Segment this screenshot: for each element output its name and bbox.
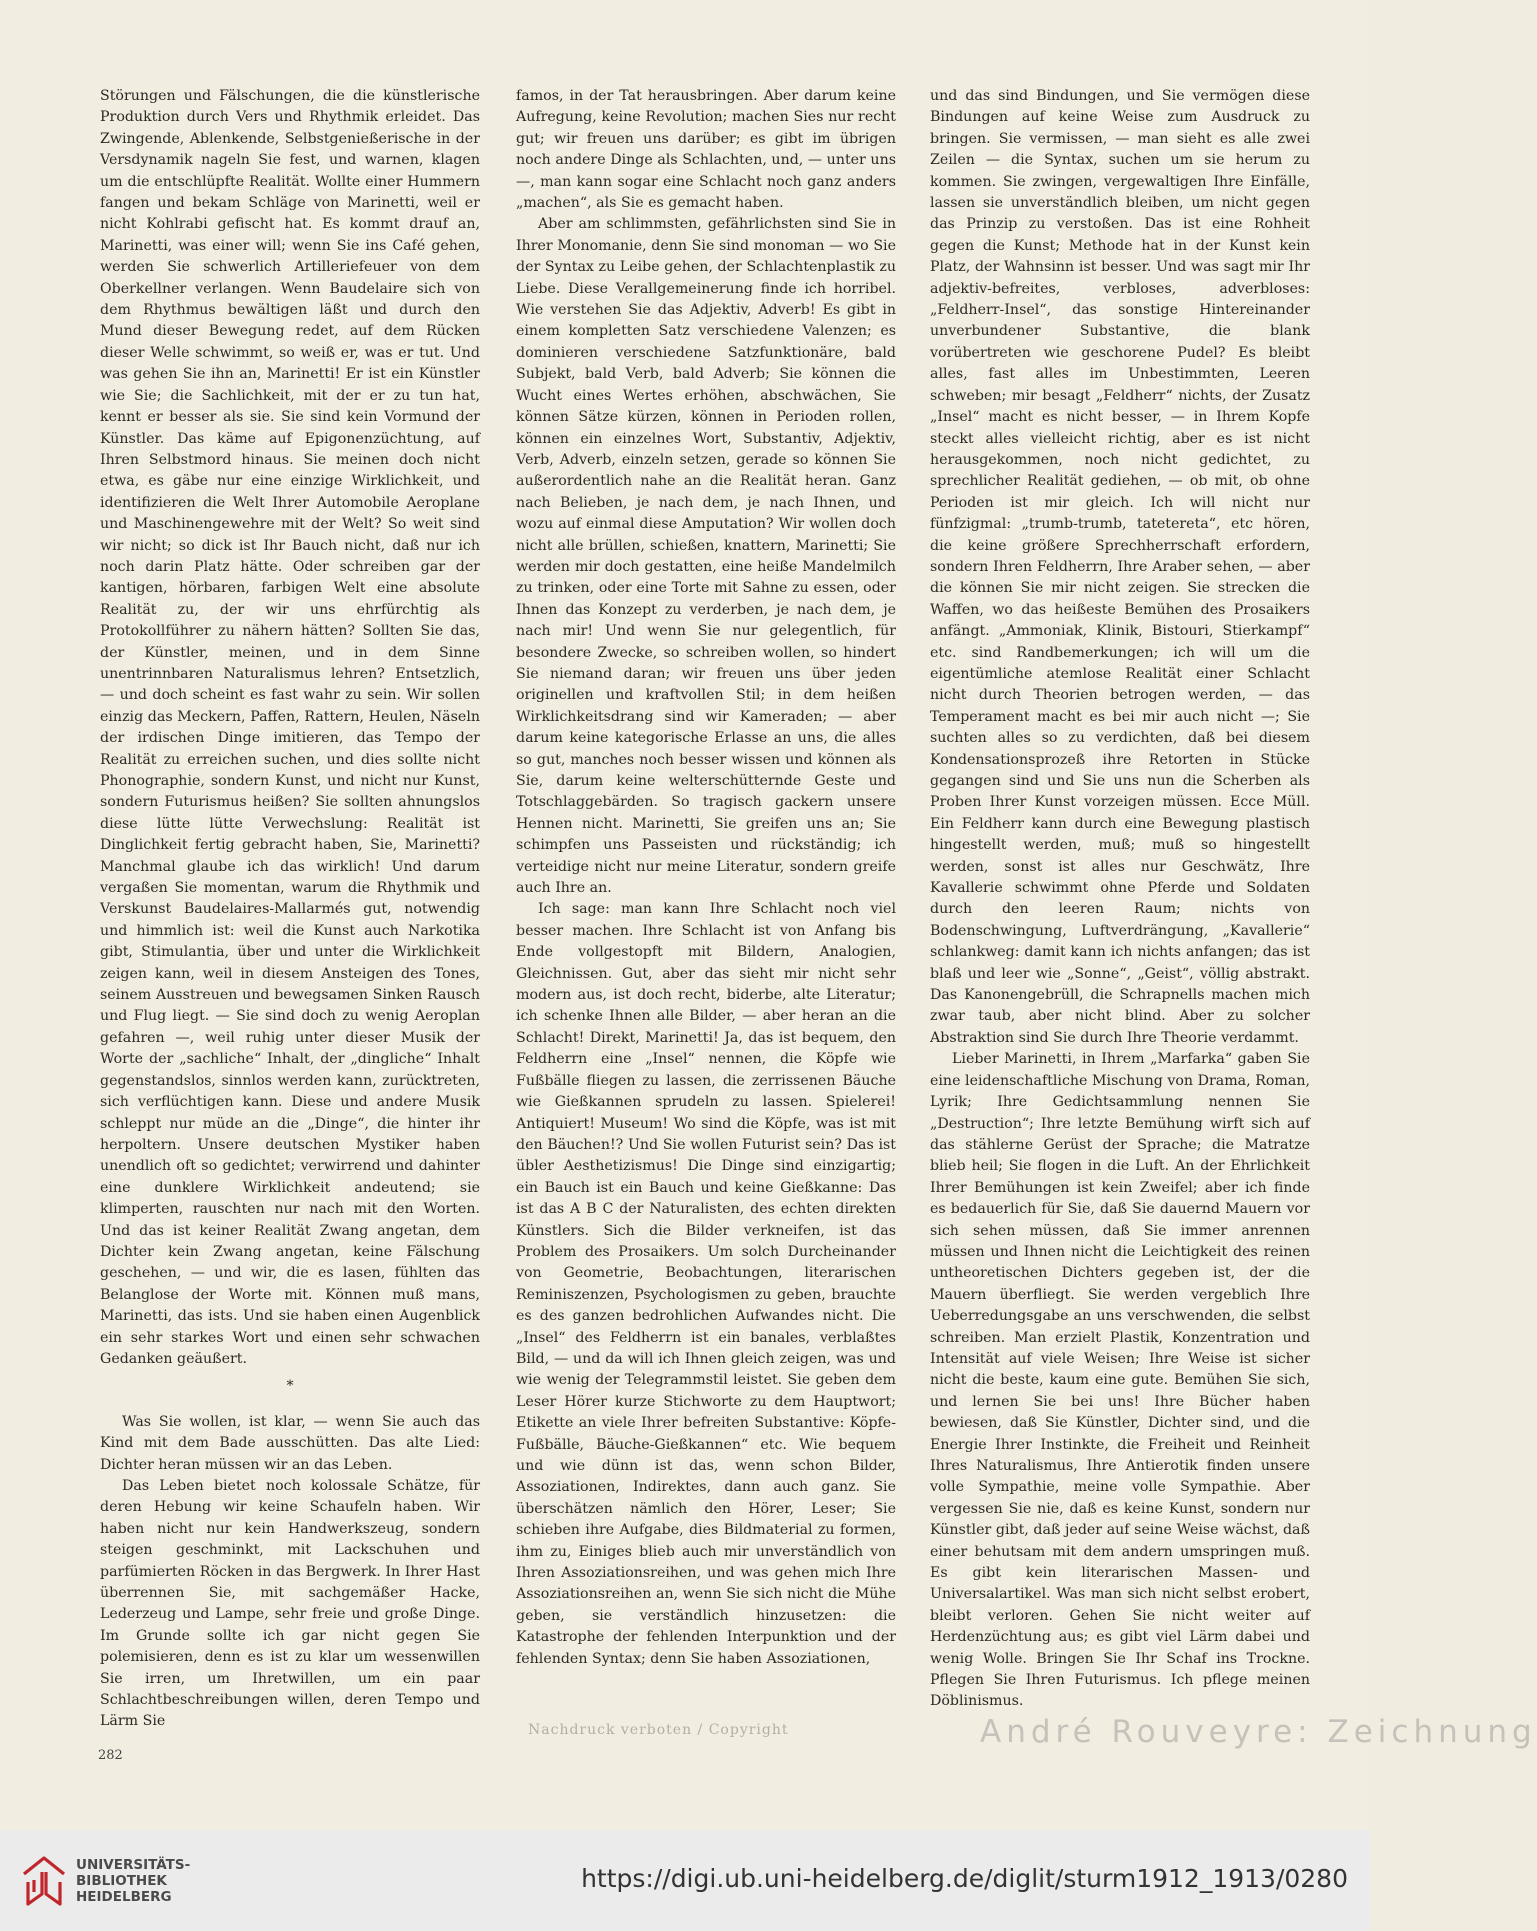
institution-line: BIBLIOTHEK (76, 1873, 167, 1889)
permalink-url[interactable]: https://digi.ub.uni-heidelberg.de/diglit/sturm1912_1913/0280 (581, 1864, 1348, 1893)
text-column-1 (100, 86, 480, 1730)
institution-name (76, 1857, 190, 1905)
viewer-footer (0, 1830, 1370, 1931)
paragraph: Das Leben bietet noch kolossale Schätze, für deren Hebung wir keine Schaufeln haben. Wir haben nicht nur kein Handwerkszeug, sondern steigen geschminkt, mit Lackschuhen und parfümierten Röcken in das Bergwerk. In Ihrer Hast überrennen Sie, mit sachgemäßer Hacke, Lederzeug und Lampe, sehr freie und große Dinge. Im Grunde sollte ich gar nicht gegen Sie polemisieren, denn es ist zu klar um wessenwillen Sie irren, um Ihretwillen, um ein paar Schlachtbeschreibungen willen, deren Tempo und Lärm Sie (100, 1478, 480, 1730)
text-column-3 (930, 86, 1310, 1716)
institution-line: HEIDELBERG (76, 1889, 172, 1905)
text-column-2 (516, 86, 896, 1716)
copyright-stamp: Nachdruck verboten / Copyright (528, 1722, 789, 1738)
paragraph: Ich sage: man kann Ihre Schlacht noch viel besser machen. Ihre Schlacht ist von Anfang bis Ende vollgestopft mit Bildern, Analogien, Gleichnissen. Gut, aber das sieht mir nicht sehr modern aus, ist doch recht, biderbe, alte Literatur; ich schenke Ihnen alle Bilder, — aber heran an die Schlacht! Direkt, Marinetti! Ja, das ist bequem, den Feldherrn eine „Insel“ nennen, die Köpfe wie Fußbälle fliegen zu lassen, die zerrissenen Bäuche wie Gießkannen sprudeln zu lassen. Spielerei! Antiquiert! Museum! Wo sind die Köpfe, was ist mit den Bäuchen!? Und Sie wollen Futurist sein? Das ist übler Aesthetizismus! Die Dinge sind einzigartig; ein Bauch ist ein Bauch und keine Gießkanne: Das ist das A B C der Naturalisten, des echten direkten Künstlers. Sich die Bilder verkneifen, ist das Problem des Prosaikers. Um solch Durcheinander von Geometrie, Beobachtungen, literarischen Reminiszenzen, Psychologismen zu geben, brauchte es des ganzen bedrohlichen Aufwandes nicht. Die „Insel“ des Feldherrn ist ein banales, verblaßtes Bild, — und da will ich Ihnen gleich zeigen, was und wie wenig der Telegrammstil leistet. Sie geben dem Leser Hörer kurze Stichworte zu dem Hauptwort; Etikette an viele Ihrer befreiten Substantive: Köpfe-Fußbälle, Bäuche-Gießkannen“ etc. Wie bequem und wie dünn ist das, wenn schon Bilder, Assoziationen, Indirektes, dann auch ganz. Sie überschätzen nämlich den Hörer, Leser; Sie schieben ihre Aufgabe, dies Bildmaterial zu formen, ihm zu, Einiges blieb auch mir unverständlich von Ihren Assoziationsreihen, und was gehen mich Ihre Assoziationsreihen an, wenn Sie sich nicht die Mühe geben, sie verständlich hinzusetzen: die Katastrophe der fehlenden Interpunktion und der fehlenden Syntax; denn Sie haben Assoziationen, (516, 901, 896, 1667)
ub-heidelberg-logo-icon[interactable] (18, 1852, 70, 1910)
section-divider: * (286, 1378, 294, 1395)
paragraph: Aber am schlimmsten, gefährlichsten sind Sie in Ihrer Monomanie, denn Sie sind monoman — wo Sie der Syntax zu Leibe gehen, der Schlachtenplastik zu Liebe. Diese Verallgemeinerung finde ich horribel. Wie verstehen Sie das Adjektiv, Adverb! Es gibt in einem kompletten Satz verschiedene Valenzen; es dominieren verschiedene Satzfunktionäre, bald Subjekt, bald Verb, bald Adverb; Sie können die Wucht eines Wertes erhöhen, abschwächen, Sie können Sätze kürzen, können in Perioden rollen, können ein einzelnes Wort, Substantiv, Adjektiv, Verb, Adverb, einzeln setzen, gerade so können Sie außerordentlich nahe an die Realität heran. Ganz nach Belieben, je nach dem, je nach Ihnen, und wozu auf einmal diese Amputation? Wir wollen doch nicht alle brüllen, schießen, knattern, Marinetti; Sie werden mir doch gestatten, eine heiße Mandelmilch zu trinken, oder eine Torte mit Sahne zu essen, oder Ihnen das Konzept zu verderben, je nach dem, je nach mir! Und wenn Sie nur gelegentlich, für besondere Zwecke, so schreiben wollen, so hindert Sie niemand daran; wir freuen uns über jeden originellen und kraftvollen Stil; in dem heißen Wirklichkeitsdrang sind wir Kameraden; — aber darum keine kategorische Erlasse an uns, die alles so gut, manches noch besser wissen und können als Sie, darum keine welterschütternde Geste und Totschlaggebärden. So tragisch gackern unsere Hennen nicht. Marinetti, Sie greifen uns an; Sie schimpfen uns Passeisten und rückständig; ich verteidige nicht nur meine Literatur, sondern greife auch Ihre an. (516, 216, 896, 897)
artist-stamp: André Rouveyre: Zeichnung (980, 1714, 1537, 1750)
paragraph: Störungen und Fälschungen, die die künstlerische Produktion durch Vers und Rhythmik erleidet. Das Zwingende, Ablenkende, Selbstgenießerische in der Versdynamik nageln Sie fest, und warnen, klagen um die entschlüpfte Realität. Wollte einer Hummern fangen und bekam Schläge von Marinetti, weil er nicht Kohlrabi gefischt hat. Es kommt drauf an, Marinetti, was einer will; wenn Sie ins Café gehen, werden Sie schwerlich Artilleriefeuer von dem Oberkellner verlangen. Wenn Baudelaire sich von dem Rhythmus bewältigen läßt und durch den Mund dieser Bewegung redet, auf dem Rücken dieser Welle schwimmt, so weiß er, was er tut. Und was gehen Sie ihn an, Marinetti! Er ist ein Künstler wie Sie; die Sachlichkeit, mit der er zu tun hat, kennt er besser als sie. Sie sind kein Vormund der Künstler. Das käme auf Epigonenzüchtung, auf Ihren Selbstmord hinaus. Sie meinen doch nicht etwa, es gäbe nur eine einzige Wirklichkeit, und identifizieren die Welt Ihrer Automobile Aeroplane und Maschinengewehre mit der Welt? So weit sind wir nicht; so dick ist Ihr Bauch nicht, daß nur ich noch darin Platz hätte. Oder schreiben gar der kantigen, hörbaren, farbigen Welt eine absolute Realität zu, der wir uns ehrfürchtig als Protokollführer zu nähern hätten? Sollten Sie das, der Künstler, meinen, und in dem Sinne unentrinnbaren Naturalismus lehren? Entsetzlich, — und doch scheint es fast wahr zu sein. Wir sollen einzig das Meckern, Paffen, Rattern, Heulen, Näseln der irdischen Dinge imitieren, das Tempo der Realität zu erreichen suchen, und dies sollte nicht Phonographie, sondern Kunst, und nicht nur Kunst, sondern Futurismus heißen? Sie sollten ahnungslos diese lütte lütte Verwechslung: Realität ist Dinglichkeit fertig gebracht haben, Sie, Marinetti? Manchmal glaube ich das wirklich! Und darum vergaßen Sie momentan, warum die Rhythmik und Verskunst Baudelaires-Mallarmés gut, notwendig und himmlich ist: weil die Kunst auch Narkotika gibt, Stimulantia, über und unter die Wirklichkeit zeigen kann, weil in diesem Ansteigen des Tones, seinem Ausstreuen und bewegsamen Sinken Rausch und Flug liegt. — Sie sind doch zu wenig Aeroplan gefahren —, weil ruhig unter dieser Musik der Worte der „sachliche“ Inhalt, der „dingliche“ Inhalt gegenstandslos, sinnlos werden kann, zurücktreten, sich verflüchtigen kann. Diese und andere Musik schleppt nur müde an die „Dinge“, die hinter ihr herpoltern. Unsere deutschen Mystiker haben unendlich oft so gedichtet; verwirrend und dahinter eine dunklere Wirklichkeit andeutend; sie klimperten, rauschten nur nach mit den Worten. Und das ist keiner Realität Zwang angetan, dem Dichter kein Zwang angetan, keine Fälschung geschehen, — und wir, die es lasen, fühlten das Belanglose der Worte mit. Können muß mans, Marinetti, das ists. Und sie haben einen Augenblick ein sehr starkes Wort und einen sehr schwachen Gedanken geäußert. (100, 88, 480, 1367)
institution-line: UNIVERSITÄTS- (76, 1857, 191, 1873)
paragraph: Was Sie wollen, ist klar, — wenn Sie auch das Kind mit dem Bade ausschütten. Das alte Lied: Dichter heran müssen wir an das Leben. (100, 1413, 480, 1473)
paragraph: famos, in der Tat herausbringen. Aber darum keine Aufregung, keine Revolution; machen Sies nur recht gut; wir freuen uns darüber; es gibt im übrigen noch andere Dinge als Schlachten, und, — unter uns —, man kann sogar eine Schlacht noch ganz anders „machen“, als Sie es gemacht haben. (516, 88, 896, 212)
page-number: 282 (98, 1748, 123, 1763)
paragraph: Lieber Marinetti, in Ihrem „Marfarka“ gaben Sie eine leidenschaftliche Mischung von Drama, Roman, Lyrik; Ihre Gedichtsammlung nennen Sie „Destruction“; Ihre letzte Bemühung wirft sich auf das stählerne Gerüst der Sprache; die Matratze blieb heil; Sie flogen in die Luft. An der Ehrlichkeit Ihrer Bemühungen ist kein Zweifel; aber ich finde es bedauerlich für Sie, daß Sie dauernd Mauern vor sich sehen müssen, daß Sie immer anrennen müssen und Ihnen nicht die Leichtigkeit des reinen untheoretischen Dichters gegeben ist, der die Mauern überfliegt. Sie werden vergeblich Ihre Ueberredungsgabe an uns verschwenden, die selbst schreiben. Man erzielt Plastik, Konzentration und Intensität auf viele Weisen; Ihre Weise ist sicher nicht die beste, kaum eine gute. Bemühen Sie sich, und lernen Sie bei uns! Ihre Bücher haben bewiesen, daß Sie Künstler, Dichter sind, und die Energie Ihrer Instinkte, die Freiheit und Reinheit Ihres Naturalismus, Ihre Antierotik finden unsere volle Sympathie, meine volle Sympathie. Aber vergessen Sie nie, daß es keine Kunst, sondern nur Künstler gibt, daß jeder auf seine Weise wächst, daß einer behutsam mit dem andern umspringen muß. Es gibt kein literarischen Massen- und Universalartikel. Was man sich nicht selbst erobert, bleibt verloren. Gehen Sie nicht weiter auf Herdenzüchtung aus; es gibt viel Lärm dabei und wenig Wolle. Bringen Sie Ihr Schaf ins Trockne. Pflegen Sie Ihren Futurismus. Ich pflege meinen Döblinismus. (930, 1051, 1310, 1710)
paragraph: und das sind Bindungen, und Sie vermögen diese Bindungen auf keine Weise zum Ausdruck zu bringen. Sie vermissen, — man sieht es alle zwei Zeilen — die Syntax, suchen um sie herum zu kommen. Sie zwingen, vergewaltigen Ihre Einfälle, lassen sie unverständlich bleiben, um nicht gegen das Prinzip zu verstoßen. Das ist eine Rohheit gegen die Kunst; Methode hat in der Kunst kein Platz, der Wahnsinn ist besser. Und was sagt mir Ihr adjektiv-befreites, verbloses, adverbloses: „Feldherr-Insel“, das sonstige Hintereinander unverbundener Substantive, die blank vorübertreten wie geschorene Pudel? Es bleibt alles, fast alles im Unbestimmten, Leeren schweben; mir besagt „Feldherr“ nichts, der Zusatz „Insel“ macht es nicht besser, — in Ihrem Kopfe steckt alles vielleicht richtig, aber es ist nicht herausgekommen, noch nicht gedichtet, zu sprechlicher Realität gediehen, — ob mit, ob ohne Perioden ist mir gleich. Ich will nicht nur fünfzigmal: „trumb-trumb, tatetereta“, etc hören, die keine größere Sprechherrschaft erfordern, sondern Ihren Feldherrn, Ihre Araber sehen, — aber die können Sie mir nicht zeigen. Sie strecken die Waffen, wo das heißeste Bemühen des Prosaikers anfängt. „Ammoniak, Klinik, Bistouri, Stierkampf“ etc. sind Randbemerkungen; ich will um die eigentümliche atemlose Realität einer Schlacht nicht durch Theorien betrogen werden, — das Temperament macht es bei mir auch nicht —; Sie suchten alles so zu verdichten, daß bei diesem Kondensationsprozeß ihre Retorten in Stücke gegangen sind und Sie uns nun die Scherben als Proben Ihrer Kunst vorzeigen müssen. Ecce Müll. Ein Feldherr kann durch eine Bewegung plastisch hingestellt werden, muß; muß so hingestellt werden, sonst ist alles nur Geschwätz, Ihre Kavallerie schwimmt ohne Pferde und Soldaten durch den leeren Raum; nichts von Bodenschwingung, Luftverdrängung, „Kavallerie“ schlankweg: damit kann ich nichts anfangen; das ist blaß und leer wie „Sonne“, „Geist“, völlig abstrakt. Das Kanonengebrüll, die Schrapnells machen mich zwar taub, aber nicht blind. Aber zu solcher Abstraktion sind Sie durch Ihre Theorie verdammt. (930, 88, 1310, 1046)
